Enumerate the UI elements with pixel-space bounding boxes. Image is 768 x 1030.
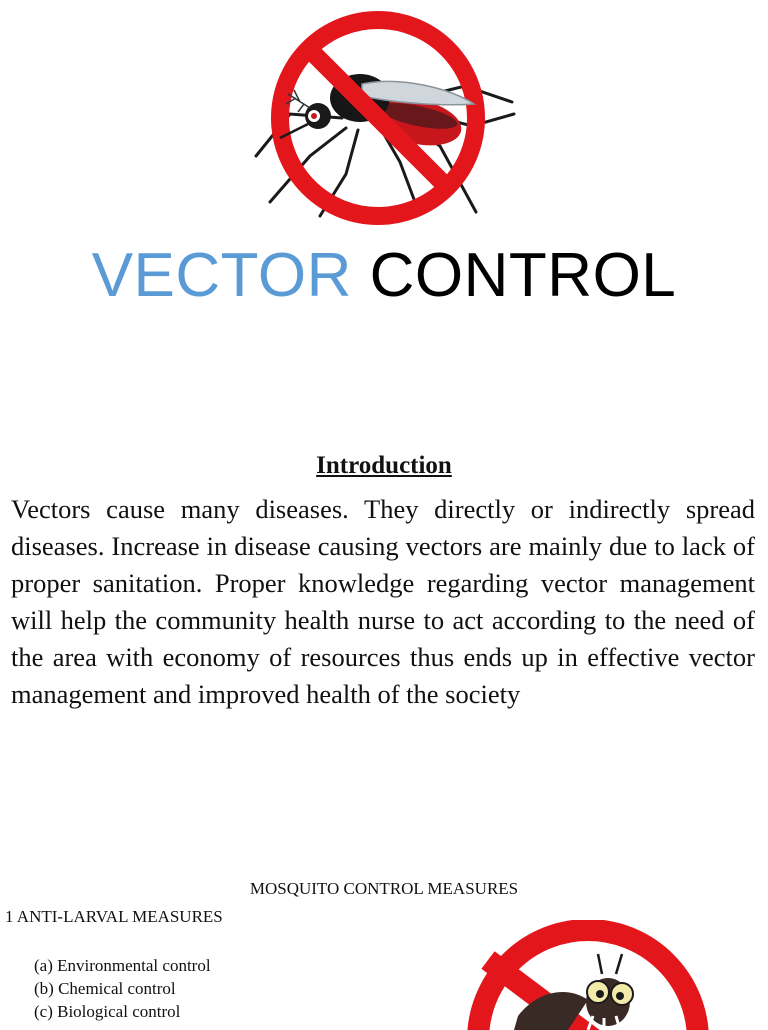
intro-paragraph: Vectors cause many diseases. They directly or indirectly spread diseases. Increase in disease causing vectors are mainly due to lack of proper sanitation. Proper knowledge regarding vector management will help the community health nurse to act according to the need of the area with economy of resources thus ends up in effective vector management and improved health of the society [11, 494, 755, 709]
page-title [0, 236, 768, 316]
title-word-vector: VECTOR [91, 241, 352, 310]
list-item: (a) Environmental control [34, 956, 211, 975]
list-item: (b) Chemical control [34, 979, 176, 998]
no-mosquito-icon [418, 920, 748, 1030]
section-subtitle: 1 ANTI-LARVAL MEASURES [5, 907, 223, 926]
no-mosquito-icon [250, 6, 520, 232]
title-word-control: CONTROL [369, 241, 677, 310]
section-title: MOSQUITO CONTROL MEASURES [249, 879, 519, 898]
measures-list [34, 954, 211, 1023]
list-item: (c) Biological control [34, 1002, 181, 1021]
intro-heading: Introduction [316, 452, 452, 479]
